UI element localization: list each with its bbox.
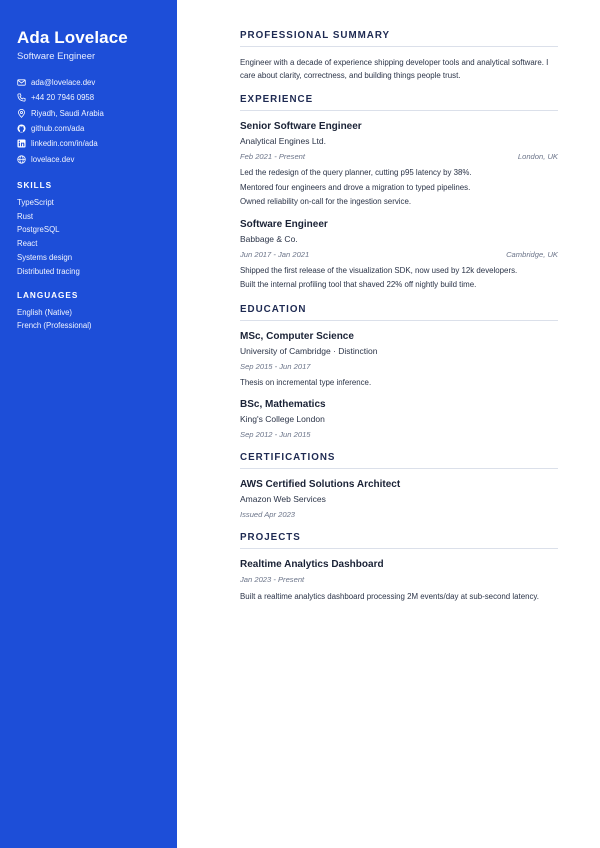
- summary-section: [240, 30, 558, 82]
- project-meta: [240, 574, 558, 586]
- project-entry: [240, 558, 558, 604]
- certifications-heading: CERTIFICATIONS: [240, 452, 558, 469]
- contact-github[interactable]: [17, 121, 167, 136]
- globe-icon: [17, 155, 26, 164]
- education-section: [240, 304, 558, 442]
- contact-list: [17, 75, 167, 167]
- main-content: [240, 30, 558, 613]
- experience-entry: [240, 120, 558, 210]
- job-meta: [240, 151, 558, 163]
- education-note: Thesis on incremental type inference.: [240, 377, 372, 387]
- contact-location-text: Riyadh, Saudi Arabia: [31, 108, 104, 118]
- certifications-section: [240, 452, 558, 521]
- languages-heading: LANGUAGES: [17, 290, 79, 300]
- skill-item: PostgreSQL: [17, 225, 60, 235]
- education-dates: Sep 2015 - Jun 2017: [240, 361, 311, 371]
- experience-section: [240, 94, 558, 293]
- contact-email-text: ada@lovelace.dev: [31, 78, 96, 88]
- linkedin-icon: [17, 139, 26, 148]
- github-icon: [17, 124, 26, 133]
- skill-item: Rust: [17, 211, 34, 221]
- job-location: Cambridge, UK: [506, 249, 558, 259]
- job-title: Senior Software Engineer: [240, 121, 362, 132]
- education-dates: Sep 2012 - Jun 2015: [240, 430, 311, 439]
- projects-heading: PROJECTS: [240, 532, 558, 549]
- contact-website[interactable]: [17, 151, 167, 166]
- language-item: French (Professional): [17, 321, 92, 331]
- sidebar: [0, 0, 177, 848]
- certification-title: AWS Certified Solutions Architect: [240, 479, 401, 490]
- contact-email[interactable]: [17, 75, 167, 90]
- school-name: King's College London: [240, 414, 325, 424]
- contact-location: [17, 106, 167, 121]
- mail-icon: [17, 78, 26, 87]
- education-entry: [240, 330, 558, 391]
- summary-heading: PROFESSIONAL SUMMARY: [240, 30, 558, 47]
- project-description: Built a realtime analytics dashboard processing 2M events/day at sub-second latency.: [240, 592, 539, 601]
- skills-heading: SKILLS: [17, 180, 53, 190]
- skill-item: React: [17, 239, 38, 249]
- projects-section: [240, 532, 558, 604]
- contact-linkedin-text: linkedin.com/in/ada: [31, 139, 98, 149]
- certification-entry: [240, 478, 558, 521]
- skills-list: [17, 196, 167, 279]
- education-meta: [240, 361, 558, 373]
- company-name: Babbage & Co.: [240, 233, 298, 244]
- education-meta: [240, 429, 558, 441]
- contact-phone-text: +44 20 7946 0958: [31, 93, 95, 103]
- degree-title: BSc, Mathematics: [240, 399, 326, 410]
- job-dates: Jun 2017 - Jan 2021: [240, 249, 310, 259]
- summary-text: Engineer with a decade of experience shipping developer tools and analytical software. I care about clarity, correctness, and building things people trust.: [240, 58, 549, 80]
- language-item: English (Native): [17, 307, 73, 317]
- job-bullet: Shipped the first release of the visualization SDK, now used by 12k developers.: [240, 265, 518, 275]
- job-dates: Feb 2021 - Present: [240, 152, 306, 161]
- job-meta: [240, 249, 558, 261]
- certification-meta: [240, 509, 558, 521]
- skill-item: Systems design: [17, 252, 73, 262]
- contact-github-text: github.com/ada: [31, 124, 85, 134]
- contact-linkedin[interactable]: [17, 136, 167, 151]
- job-bullet: Owned reliability on-call for the ingestion service.: [240, 197, 412, 206]
- certification-date: Issued Apr 2023: [240, 510, 296, 519]
- certification-issuer: Amazon Web Services: [240, 494, 326, 504]
- contact-phone[interactable]: [17, 90, 167, 105]
- job-location: London, UK: [517, 152, 558, 161]
- project-title: Realtime Analytics Dashboard: [240, 559, 384, 570]
- contact-website-text: lovelace.dev: [31, 154, 75, 164]
- experience-entry: [240, 218, 558, 293]
- phone-icon: [17, 93, 26, 102]
- school-name: University of Cambridge · Distinction: [240, 345, 378, 356]
- experience-heading: EXPERIENCE: [240, 94, 558, 111]
- project-dates: Jan 2023 - Present: [240, 575, 305, 584]
- company-name: Analytical Engines Ltd.: [240, 136, 326, 146]
- languages-list: [17, 306, 167, 334]
- degree-title: MSc, Computer Science: [240, 330, 354, 342]
- candidate-role: Software Engineer: [17, 51, 96, 62]
- job-bullet: Led the redesign of the query planner, cutting p95 latency by 38%.: [240, 168, 472, 177]
- education-heading: EDUCATION: [240, 304, 558, 321]
- candidate-name: Ada Lovelace: [17, 28, 128, 47]
- job-bullet: Built the internal profiling tool that shaved 22% off nightly build time.: [240, 280, 477, 289]
- job-title: Software Engineer: [240, 218, 328, 230]
- education-entry: [240, 398, 558, 441]
- skill-item: Distributed tracing: [17, 266, 80, 276]
- job-bullet: Mentored four engineers and drove a migration to typed pipelines.: [240, 182, 471, 192]
- skill-item: TypeScript: [17, 197, 54, 207]
- location-pin-icon: [17, 109, 26, 118]
